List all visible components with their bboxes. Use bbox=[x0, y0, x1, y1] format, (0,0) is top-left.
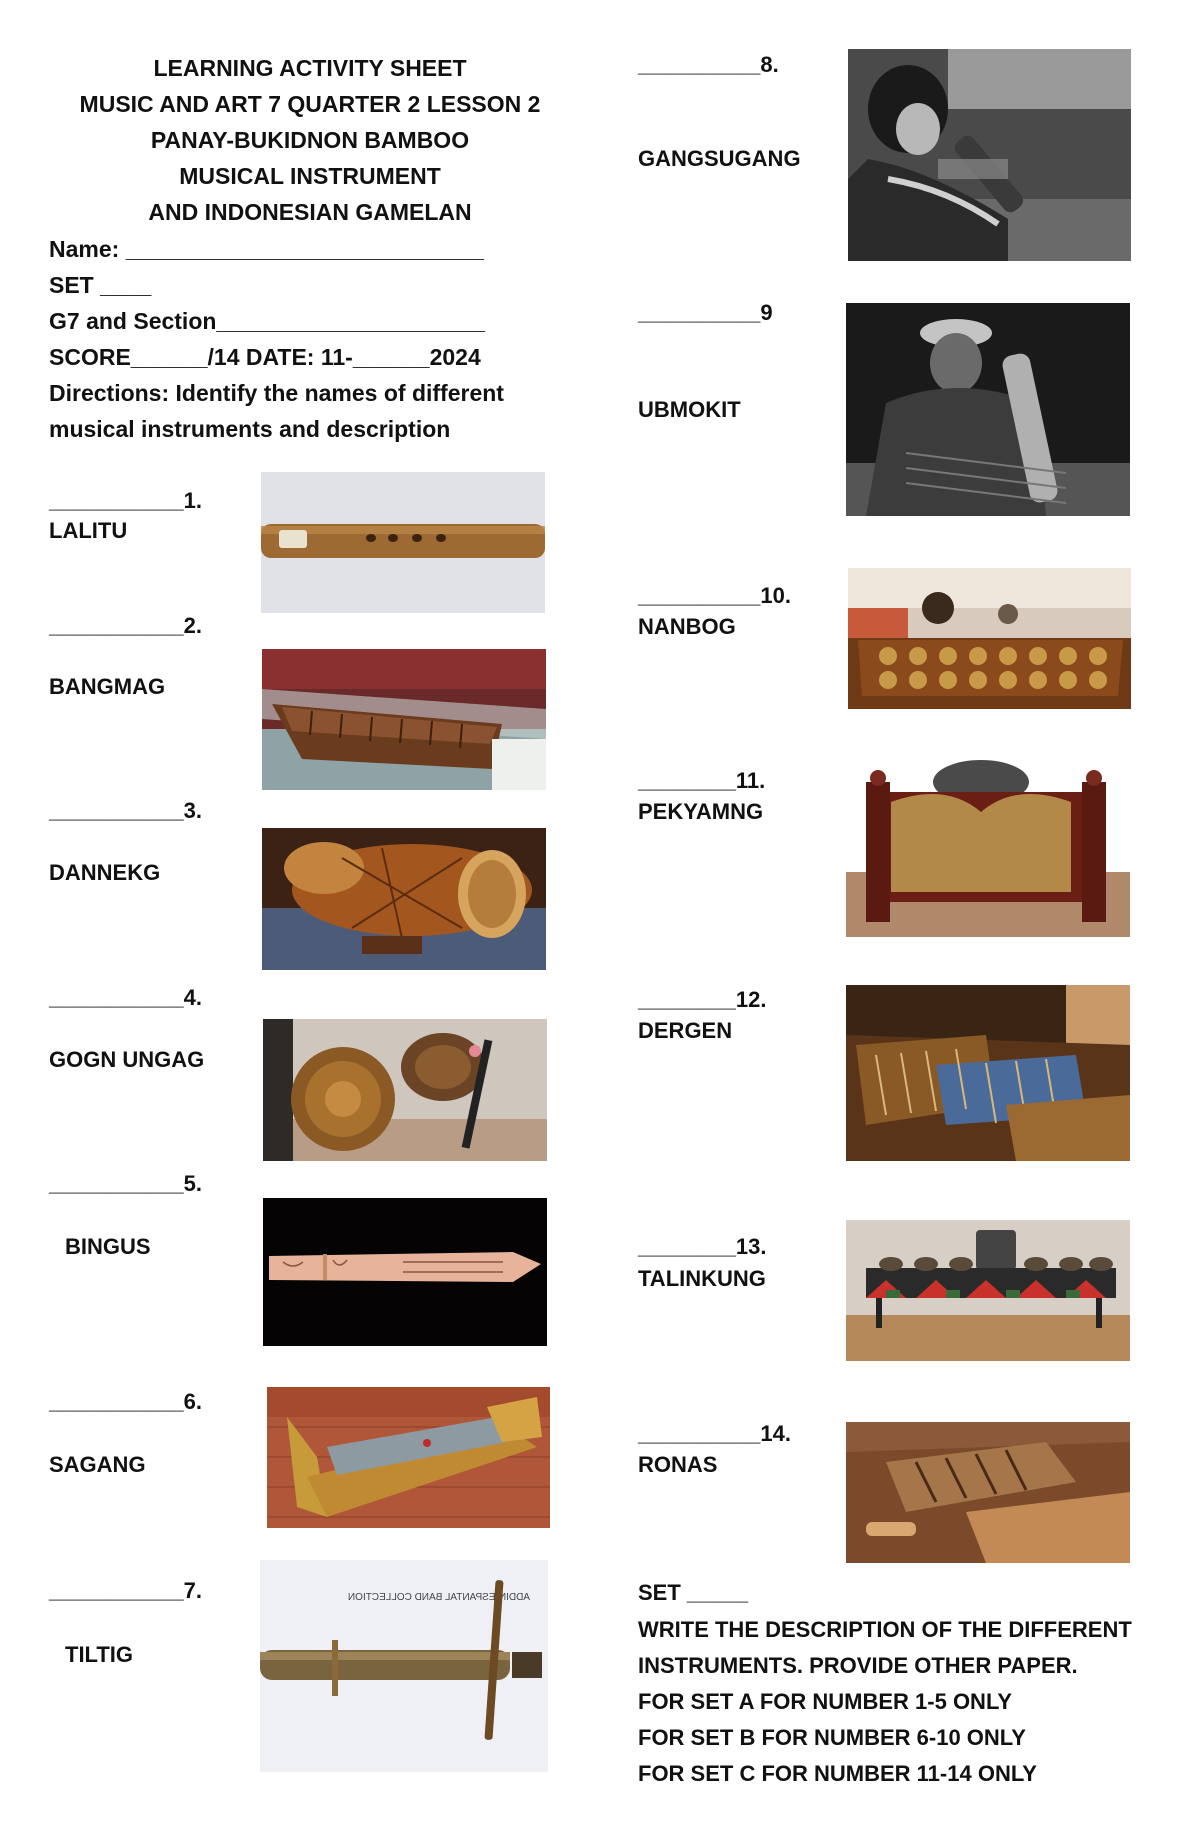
item-label-10: NANBOG bbox=[638, 614, 736, 639]
instrument-photo-2 bbox=[262, 649, 546, 790]
footer-instruction-1: WRITE THE DESCRIPTION OF THE DIFFERENT bbox=[638, 1617, 1132, 1642]
instrument-photo-9 bbox=[846, 303, 1130, 516]
answer-blank-6[interactable]: ___________6. bbox=[49, 1389, 202, 1414]
footer-instruction-set-b: FOR SET B FOR NUMBER 6-10 ONLY bbox=[638, 1725, 1026, 1750]
answer-blank-4[interactable]: ___________4. bbox=[49, 985, 202, 1010]
item-label-14: RONAS bbox=[638, 1452, 718, 1477]
instrument-photo-10 bbox=[848, 568, 1131, 709]
item-label-2: BANGMAG bbox=[49, 674, 166, 699]
answer-blank-9[interactable]: __________9 bbox=[638, 300, 773, 325]
instrument-photo-12 bbox=[846, 985, 1130, 1161]
score-date-field[interactable]: SCORE______/14 DATE: 11-______2024 bbox=[49, 344, 481, 370]
directions-line-2: musical instruments and description bbox=[49, 416, 451, 442]
directions-line-1: Directions: Identify the names of different bbox=[49, 380, 504, 406]
item-label-8: GANGSUGANG bbox=[638, 146, 801, 171]
photo-caption-text: ADDIN-ESPANTAL BAND COLLECTION bbox=[347, 1592, 530, 1603]
sheet-subtitle-topic-3: AND INDONESIAN GAMELAN bbox=[148, 199, 472, 225]
footer-instruction-set-a: FOR SET A FOR NUMBER 1-5 ONLY bbox=[638, 1689, 1013, 1714]
footer-instruction-2: INSTRUMENTS. PROVIDE OTHER PAPER. bbox=[638, 1653, 1078, 1678]
sheet-subtitle-course: MUSIC AND ART 7 QUARTER 2 LESSON 2 bbox=[79, 91, 541, 117]
item-label-6: SAGANG bbox=[49, 1452, 146, 1477]
item-label-4: GOGN UNGAG bbox=[49, 1047, 205, 1072]
section-field[interactable]: G7 and Section_____________________ bbox=[49, 308, 486, 334]
name-field[interactable]: Name: ____________________________ bbox=[49, 236, 484, 262]
answer-blank-8[interactable]: __________8. bbox=[638, 52, 779, 77]
sheet-subtitle-topic-2: MUSICAL INSTRUMENT bbox=[179, 163, 441, 189]
item-label-9: UBMOKIT bbox=[638, 397, 741, 422]
answer-blank-3[interactable]: ___________3. bbox=[49, 798, 202, 823]
answer-blank-14[interactable]: __________14. bbox=[638, 1421, 791, 1446]
sheet-subtitle-topic-1: PANAY-BUKIDNON BAMBOO bbox=[150, 127, 470, 153]
set-field[interactable]: SET ____ bbox=[49, 272, 152, 298]
item-label-12: DERGEN bbox=[638, 1018, 733, 1043]
item-label-3: DANNEKG bbox=[49, 860, 161, 885]
footer-set-field[interactable]: SET _____ bbox=[638, 1580, 749, 1605]
instrument-photo-7 bbox=[260, 1560, 548, 1772]
answer-blank-1[interactable]: ___________1. bbox=[49, 488, 202, 513]
item-label-1: LALITU bbox=[49, 518, 128, 543]
instrument-photo-14 bbox=[846, 1422, 1130, 1563]
answer-blank-10[interactable]: __________10. bbox=[638, 583, 791, 608]
instrument-photo-13 bbox=[846, 1220, 1130, 1361]
instrument-photo-11 bbox=[846, 742, 1130, 937]
footer-instruction-set-c: FOR SET C FOR NUMBER 11-14 ONLY bbox=[638, 1761, 1037, 1786]
answer-blank-2[interactable]: ___________2. bbox=[49, 613, 202, 638]
item-label-5: BINGUS bbox=[65, 1234, 151, 1259]
sheet-title: LEARNING ACTIVITY SHEET bbox=[153, 55, 467, 81]
item-label-11: PEKYAMNG bbox=[638, 799, 764, 824]
instrument-photo-1 bbox=[261, 472, 545, 613]
answer-blank-11[interactable]: ________11. bbox=[638, 768, 766, 793]
answer-blank-12[interactable]: ________12. bbox=[638, 987, 767, 1012]
answer-blank-5[interactable]: ___________5. bbox=[49, 1171, 202, 1196]
answer-blank-7[interactable]: ___________7. bbox=[49, 1578, 202, 1603]
answer-blank-13[interactable]: ________13. bbox=[638, 1234, 767, 1259]
instrument-photo-8 bbox=[848, 49, 1131, 261]
item-label-7: TILTIG bbox=[65, 1642, 134, 1667]
instrument-photo-4 bbox=[263, 1019, 547, 1161]
instrument-photo-3 bbox=[262, 828, 546, 970]
instrument-photo-5 bbox=[263, 1198, 547, 1346]
item-label-13: TALINKUNG bbox=[638, 1266, 766, 1291]
instrument-photo-6 bbox=[267, 1387, 550, 1528]
